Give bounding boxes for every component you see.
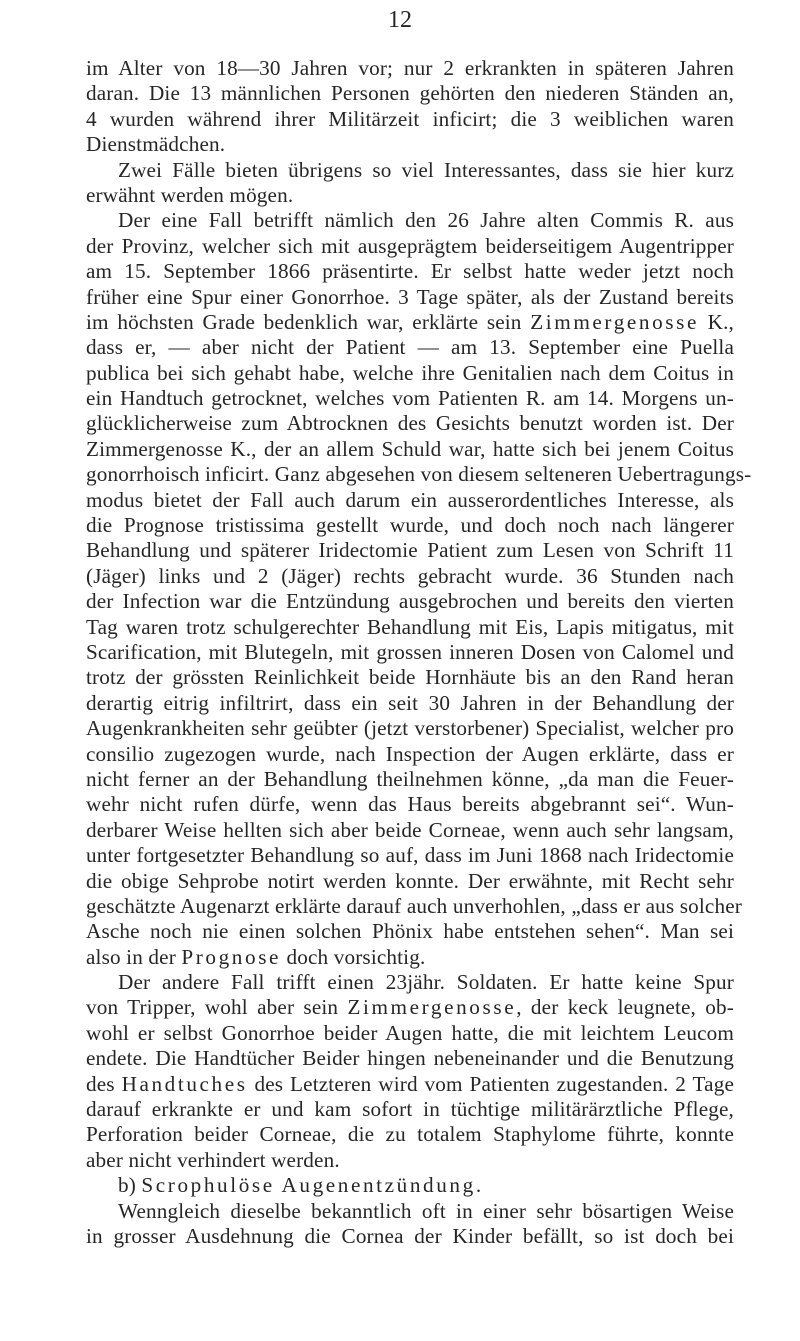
line-text: geschätzte Augenarzt erklärte darauf auch unverhohlen, „dass er aus solcher (86, 893, 742, 918)
line-text: von Tripper, wohl aber sein (86, 995, 339, 1020)
line-text: consilio zugezogen wurde, nach Inspection der Augen erklärte, dass er (86, 741, 734, 766)
line-text: die Prognose tristissima gestellt wurde, und doch noch nach längerer (86, 513, 734, 538)
line-text: darauf erkrankte er und kam sofort in tüchtige militärärztliche Pflege, (86, 1097, 734, 1122)
text-line (86, 893, 742, 919)
text-line (86, 970, 734, 995)
line-text: Dienstmädchen. (86, 132, 226, 157)
text-line (86, 1173, 734, 1198)
line-text: gonorrhoisch inficirt. Ganz abgesehen von diesem selteneren Uebertragungs- (86, 462, 752, 487)
text-line (86, 1072, 734, 1097)
text-line (86, 208, 734, 233)
line-text: derbarer Weise hellten sich aber beide Corneae, wenn auch sehr langsam, (86, 817, 734, 842)
line-text-after: K., (698, 309, 734, 334)
text-line (86, 158, 734, 183)
line-text: b) (118, 1173, 136, 1198)
line-text: glücklicherweise zum Abtrocknen des Gesichts benutzt worden ist. Der (86, 411, 734, 436)
line-text: ein Handtuch getrocknet, welches vom Patienten R. am 14. Morgens un- (86, 386, 734, 411)
text-line (86, 945, 734, 970)
line-text: des (86, 1071, 115, 1096)
text-line (86, 56, 734, 81)
text-line (86, 107, 734, 132)
spaced-emphasis: Prognose (181, 944, 282, 969)
line-text: der Provinz, welcher sich mit ausgeprägtem beiderseitigem Augentripper (86, 233, 734, 258)
line-text: also in der (86, 944, 176, 969)
line-text: Der eine Fall betrifft nämlich den 26 Jahre alten Commis R. aus (118, 208, 734, 233)
spaced-emphasis: Zimmergenosse (347, 995, 517, 1020)
line-text: trotz der grössten Reinlichkeit beide Hornhäute bis an den Rand heran (86, 665, 734, 690)
line-text: dass er, — aber nicht der Patient — am 13. September eine Puella (86, 335, 734, 360)
text-line (86, 285, 734, 310)
text-line (86, 589, 734, 614)
line-text-after: , der keck leugnete, ob- (516, 995, 734, 1020)
spaced-emphasis: Scrophulöse Augenentzündung (141, 1173, 476, 1198)
line-text: (Jäger) links und 2 (Jäger) rechts gebracht wurde. 36 Stunden nach (86, 563, 734, 588)
line-text: Behandlung und späterer Iridectomie Patient zum Lesen von Schrift 11 (86, 538, 734, 563)
text-line (86, 869, 734, 894)
text-line (86, 640, 734, 665)
text-line (86, 995, 734, 1020)
line-text: endete. Die Handtücher Beider hingen nebeneinander und die Benutzung (86, 1046, 734, 1071)
line-text: in grosser Ausdehnung die Cornea der Kinder befällt, so ist doch bei (86, 1223, 734, 1248)
body-text (86, 56, 752, 1249)
line-text: Der andere Fall trifft einen 23jähr. Soldaten. Er hatte keine Spur (118, 970, 734, 995)
line-text: die obige Sehprobe notirt werden konnte. Der erwähnte, mit Recht sehr (86, 868, 734, 893)
line-text: der Infection war die Entzündung ausgebrochen und bereits den vierten (86, 589, 734, 614)
text-line (86, 386, 734, 411)
line-text: Augenkrankheiten sehr geübter (jetzt verstorbener) Specialist, welcher pro (86, 716, 734, 741)
line-text: Zwei Fälle bieten übrigens so viel Interessantes, dass sie hier kurz (118, 157, 734, 182)
line-text: nicht ferner an der Behandlung theilnehmen könne, „da man die Feuer- (86, 766, 734, 791)
text-line (86, 411, 734, 436)
line-text: Scarification, mit Blutegeln, mit grossen inneren Dosen von Calomel und (86, 639, 734, 664)
text-line (86, 1097, 734, 1122)
line-text: aber nicht verhindert werden. (86, 1147, 340, 1172)
page-number: 12 (388, 7, 412, 33)
text-line (86, 488, 734, 513)
text-line (86, 1021, 734, 1046)
text-line (86, 132, 734, 157)
text-line (86, 361, 734, 386)
spaced-emphasis: Zimmergenosse (530, 309, 699, 334)
text-line (86, 767, 734, 792)
text-line (86, 615, 734, 640)
line-text: modus bietet der Fall auch darum ein ausserordentliches Interesse, als (86, 487, 734, 512)
text-line (86, 437, 734, 462)
line-text: im Alter von 18—30 Jahren vor; nur 2 erkrankten in späteren Jahren (86, 56, 734, 80)
line-text: Perforation beider Corneae, die zu totalem Staphylome führte, konnte (86, 1122, 734, 1147)
text-line (86, 919, 734, 944)
line-text: am 15. September 1866 präsentirte. Er selbst hatte weder jetzt noch (86, 259, 734, 284)
line-text: erwähnt werden mögen. (86, 182, 294, 207)
line-text: publica bei sich gehabt habe, welche ihre Genitalien nach dem Coitus in (86, 360, 734, 385)
line-text: wohl er selbst Gonorrhoe beider Augen hatte, die mit leichtem Leucom (86, 1020, 734, 1045)
text-line (86, 183, 734, 208)
text-line (86, 665, 734, 690)
line-text: Zimmergenosse K., der an allem Schuld war, hatte sich bei jenem Coitus (86, 436, 734, 461)
line-text-after: . (475, 1173, 482, 1198)
text-line (86, 818, 734, 843)
line-text-after: des Letzteren wird vom Patienten zugestanden. 2 Tage (247, 1071, 734, 1096)
text-line (86, 1046, 734, 1071)
text-line (86, 513, 734, 538)
text-line (86, 1199, 734, 1224)
line-text: derartig eitrig infiltrirt, dass ein seit 30 Jahren in der Behandlung der (86, 690, 734, 715)
text-line (86, 538, 734, 563)
text-line (86, 691, 734, 716)
text-line (86, 716, 734, 741)
text-line (86, 462, 752, 487)
line-text: daran. Die 13 männlichen Personen gehörten den niederen Ständen an, (86, 81, 734, 106)
line-text: früher eine Spur einer Gonorrhoe. 3 Tage später, als der Zustand bereits (86, 284, 734, 309)
line-text: Asche noch nie einen solchen Phönix habe entstehen sehen“. Man sei (86, 919, 734, 944)
line-text: unter fortgesetzter Behandlung so auf, dass im Juni 1868 nach Iridectomie (86, 843, 734, 868)
line-text: 4 wurden während ihrer Militärzeit inficirt; die 3 weiblichen waren (86, 106, 734, 131)
text-line (86, 1122, 734, 1147)
text-line (86, 1148, 734, 1173)
line-text-after: doch vorsichtig. (281, 944, 426, 969)
spaced-emphasis: Handtuches (121, 1071, 248, 1096)
text-line (86, 564, 734, 589)
text-line (86, 843, 734, 868)
text-line (86, 310, 734, 335)
text-line (86, 259, 734, 284)
line-text: Tag waren trotz schulgerechter Behandlung mit Eis, Lapis mitigatus, mit (86, 614, 734, 639)
line-text: wehr nicht rufen dürfe, wenn das Haus bereits abgebrannt sei“. Wun- (86, 792, 734, 817)
line-text: Wenngleich dieselbe bekanntlich oft in einer sehr bösartigen Weise (118, 1198, 734, 1223)
line-text: im höchsten Grade bedenklich war, erklärte sein (86, 309, 522, 334)
text-line (86, 335, 734, 360)
text-line (86, 81, 734, 106)
text-line (86, 792, 734, 817)
text-line (86, 234, 734, 259)
text-line (86, 742, 734, 767)
text-line (86, 1224, 734, 1249)
